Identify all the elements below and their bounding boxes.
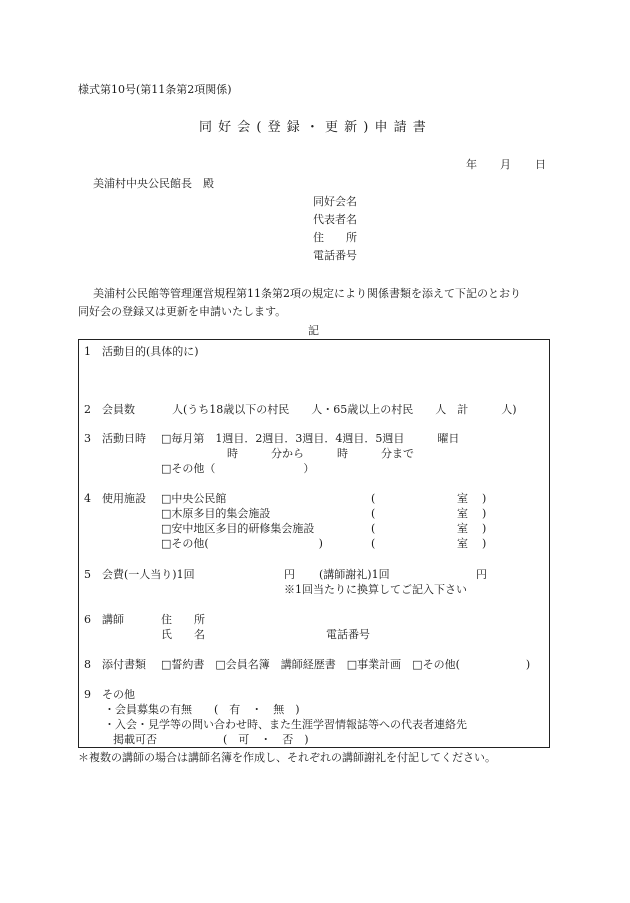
- item8-label: 添付書類: [102, 658, 146, 671]
- applicant-phone-label: 電話番号: [313, 249, 357, 262]
- room-label: 室: [457, 537, 468, 550]
- item9-publication-permission: 掲載可否 ( 可 ・ 否 ): [113, 733, 309, 746]
- room-close-paren: ): [482, 522, 487, 535]
- applicant-club-name-label: 同好会名: [313, 195, 357, 208]
- date-year: 年: [466, 158, 477, 171]
- item9-label: その他: [102, 688, 135, 701]
- item9-recruitment: ・会員募集の有無 ( 有 ・ 無 ): [104, 703, 300, 716]
- room-open-paren: (: [371, 522, 376, 535]
- item4-number: 4: [84, 492, 91, 505]
- room-label: 室: [457, 492, 468, 505]
- item5-label: 会費(一人当り)1回: [102, 568, 195, 581]
- facility-option: □木原多目的集会施設: [161, 507, 271, 520]
- item4-label: 使用施設: [102, 492, 146, 505]
- body-text-line2: 同好会の登録又は更新を申請いたします。: [78, 305, 287, 318]
- item6-address-label: 住 所: [161, 613, 205, 626]
- facility-option: □その他( ): [161, 537, 323, 550]
- room-open-paren: (: [371, 492, 376, 505]
- item2-number: 2: [84, 403, 91, 416]
- item5-number: 5: [84, 568, 91, 581]
- room-close-paren: ): [482, 507, 487, 520]
- item5-note: ※1回当たりに換算してご記入下さい: [284, 583, 467, 596]
- room-close-paren: ): [482, 492, 487, 505]
- room-open-paren: (: [371, 507, 376, 520]
- ki-heading: 記: [308, 324, 319, 337]
- item3-time-range: 時 分から 時 分まで: [227, 447, 414, 460]
- item3-monthly-schedule: □毎月第 1週目．2週目．3週目．4週目．5週目 曜日: [161, 432, 460, 445]
- item2-label: 会員数: [102, 403, 135, 416]
- item5-yen: 円: [284, 568, 295, 581]
- date-day: 日: [535, 158, 546, 171]
- room-close-paren: ): [482, 537, 487, 550]
- page-title: 同 好 会 ( 登 録 ・ 更 新 ) 申 請 書: [199, 120, 427, 135]
- footnote: ＊複数の講師の場合は講師名簿を作成し、それぞれの講師謝礼を付記してください。: [78, 751, 496, 764]
- item8-number: 8: [84, 658, 91, 671]
- date-month: 月: [500, 158, 511, 171]
- item9-contact-publication: ・入会・見学等の問い合わせ時、また生涯学習情報誌等への代表者連絡先: [104, 718, 467, 731]
- item2-member-count-detail: 人(うち18歳以下の村民 人・65歳以上の村民 人 計 人): [172, 403, 517, 416]
- item1-label: 活動目的(具体的に): [102, 345, 199, 358]
- item6-phone-label: 電話番号: [326, 628, 370, 641]
- room-label: 室: [457, 522, 468, 535]
- addressee: 美浦村中央公民館長 殿: [93, 177, 214, 190]
- item9-number: 9: [84, 688, 91, 701]
- form-number: 様式第10号(第11条第2項関係): [78, 83, 232, 96]
- item6-label: 講師: [102, 613, 124, 626]
- item3-label: 活動日時: [102, 432, 146, 445]
- facility-option: □中央公民館: [161, 492, 227, 505]
- applicant-address-label: 住 所: [313, 231, 357, 244]
- item8-attached-documents: □誓約書 □会員名簿 講師経歴書 □事業計画 □その他( ): [161, 658, 531, 671]
- item5-yen2: 円: [476, 568, 487, 581]
- item6-name-label: 氏 名: [161, 628, 205, 641]
- room-open-paren: (: [371, 537, 376, 550]
- item5-instructor-fee: (講師謝礼)1回: [319, 568, 390, 581]
- room-label: 室: [457, 507, 468, 520]
- body-text-line1: 美浦村公民館等管理運営規程第11条第2項の規定により関係書類を添えて下記のとおり: [93, 287, 521, 300]
- item6-number: 6: [84, 613, 91, 626]
- item3-other-schedule: □その他（ ）: [161, 462, 315, 475]
- item3-number: 3: [84, 432, 91, 445]
- applicant-representative-label: 代表者名: [313, 213, 357, 226]
- item1-number: 1: [84, 345, 91, 358]
- facility-option: □安中地区多目的研修集会施設: [161, 522, 315, 535]
